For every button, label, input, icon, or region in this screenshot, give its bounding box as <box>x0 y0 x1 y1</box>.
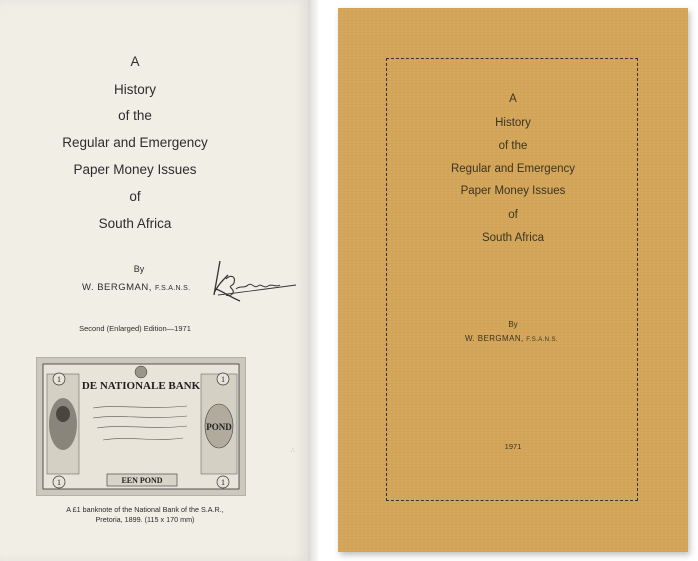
author-name <box>82 282 190 293</box>
page-mark: ∴ <box>291 448 295 454</box>
cover-year: 1971 <box>504 442 522 451</box>
signature <box>206 255 298 311</box>
cover-author <box>465 334 558 343</box>
cover-title-line-history: History <box>495 117 531 129</box>
banknote-image <box>36 357 246 496</box>
edition-line: Second (Enlarged) Edition—1971 <box>79 324 191 333</box>
author-suffix: F.S.A.N.S. <box>155 285 191 292</box>
cover-title-line-regular: Regular and Emergency <box>450 163 575 175</box>
cover-title-line-south-africa: South Africa <box>481 232 544 244</box>
cover-author-suffix: F.S.A.N.S. <box>526 337 558 343</box>
title-line-of: of <box>129 189 141 204</box>
cover-title-line-of-the: of the <box>498 140 528 152</box>
banknote-caption <box>30 505 260 525</box>
title-line-history: History <box>113 82 156 97</box>
corner-value-bl: 1 <box>57 478 61 487</box>
cover-author-text: W. BERGMAN, <box>465 334 524 343</box>
title-line-a: A <box>130 54 140 69</box>
caption-line-2: Pretoria, 1899. (115 x 170 mm) <box>95 515 195 524</box>
title-page <box>0 0 308 561</box>
cover-title-line-a: A <box>509 93 517 105</box>
title-line-regular: Regular and Emergency <box>62 135 208 150</box>
cover-title-line-of: of <box>508 209 518 221</box>
cover-title-line-paper-money: Paper Money Issues <box>460 185 566 197</box>
author-name-text: W. BERGMAN, <box>82 282 152 293</box>
pond-text: POND <box>206 422 232 432</box>
title-line-south-africa: South Africa <box>98 216 172 231</box>
corner-value-tr: 1 <box>221 375 225 384</box>
cover-by-label: By <box>508 320 518 329</box>
corner-value-tl: 1 <box>57 375 61 384</box>
denomination-text: EEN POND <box>121 476 163 485</box>
book-cover <box>338 8 688 552</box>
corner-value-br: 1 <box>221 478 225 487</box>
title-line-of-the: of the <box>118 108 152 123</box>
caption-line-1: A £1 banknote of the National Bank of the S.A.R., <box>66 505 224 514</box>
by-label: By <box>133 264 145 274</box>
page-divider <box>308 0 318 561</box>
bank-name: DE NATIONALE BANK <box>81 380 201 392</box>
title-line-paper-money: Paper Money Issues <box>73 162 197 177</box>
